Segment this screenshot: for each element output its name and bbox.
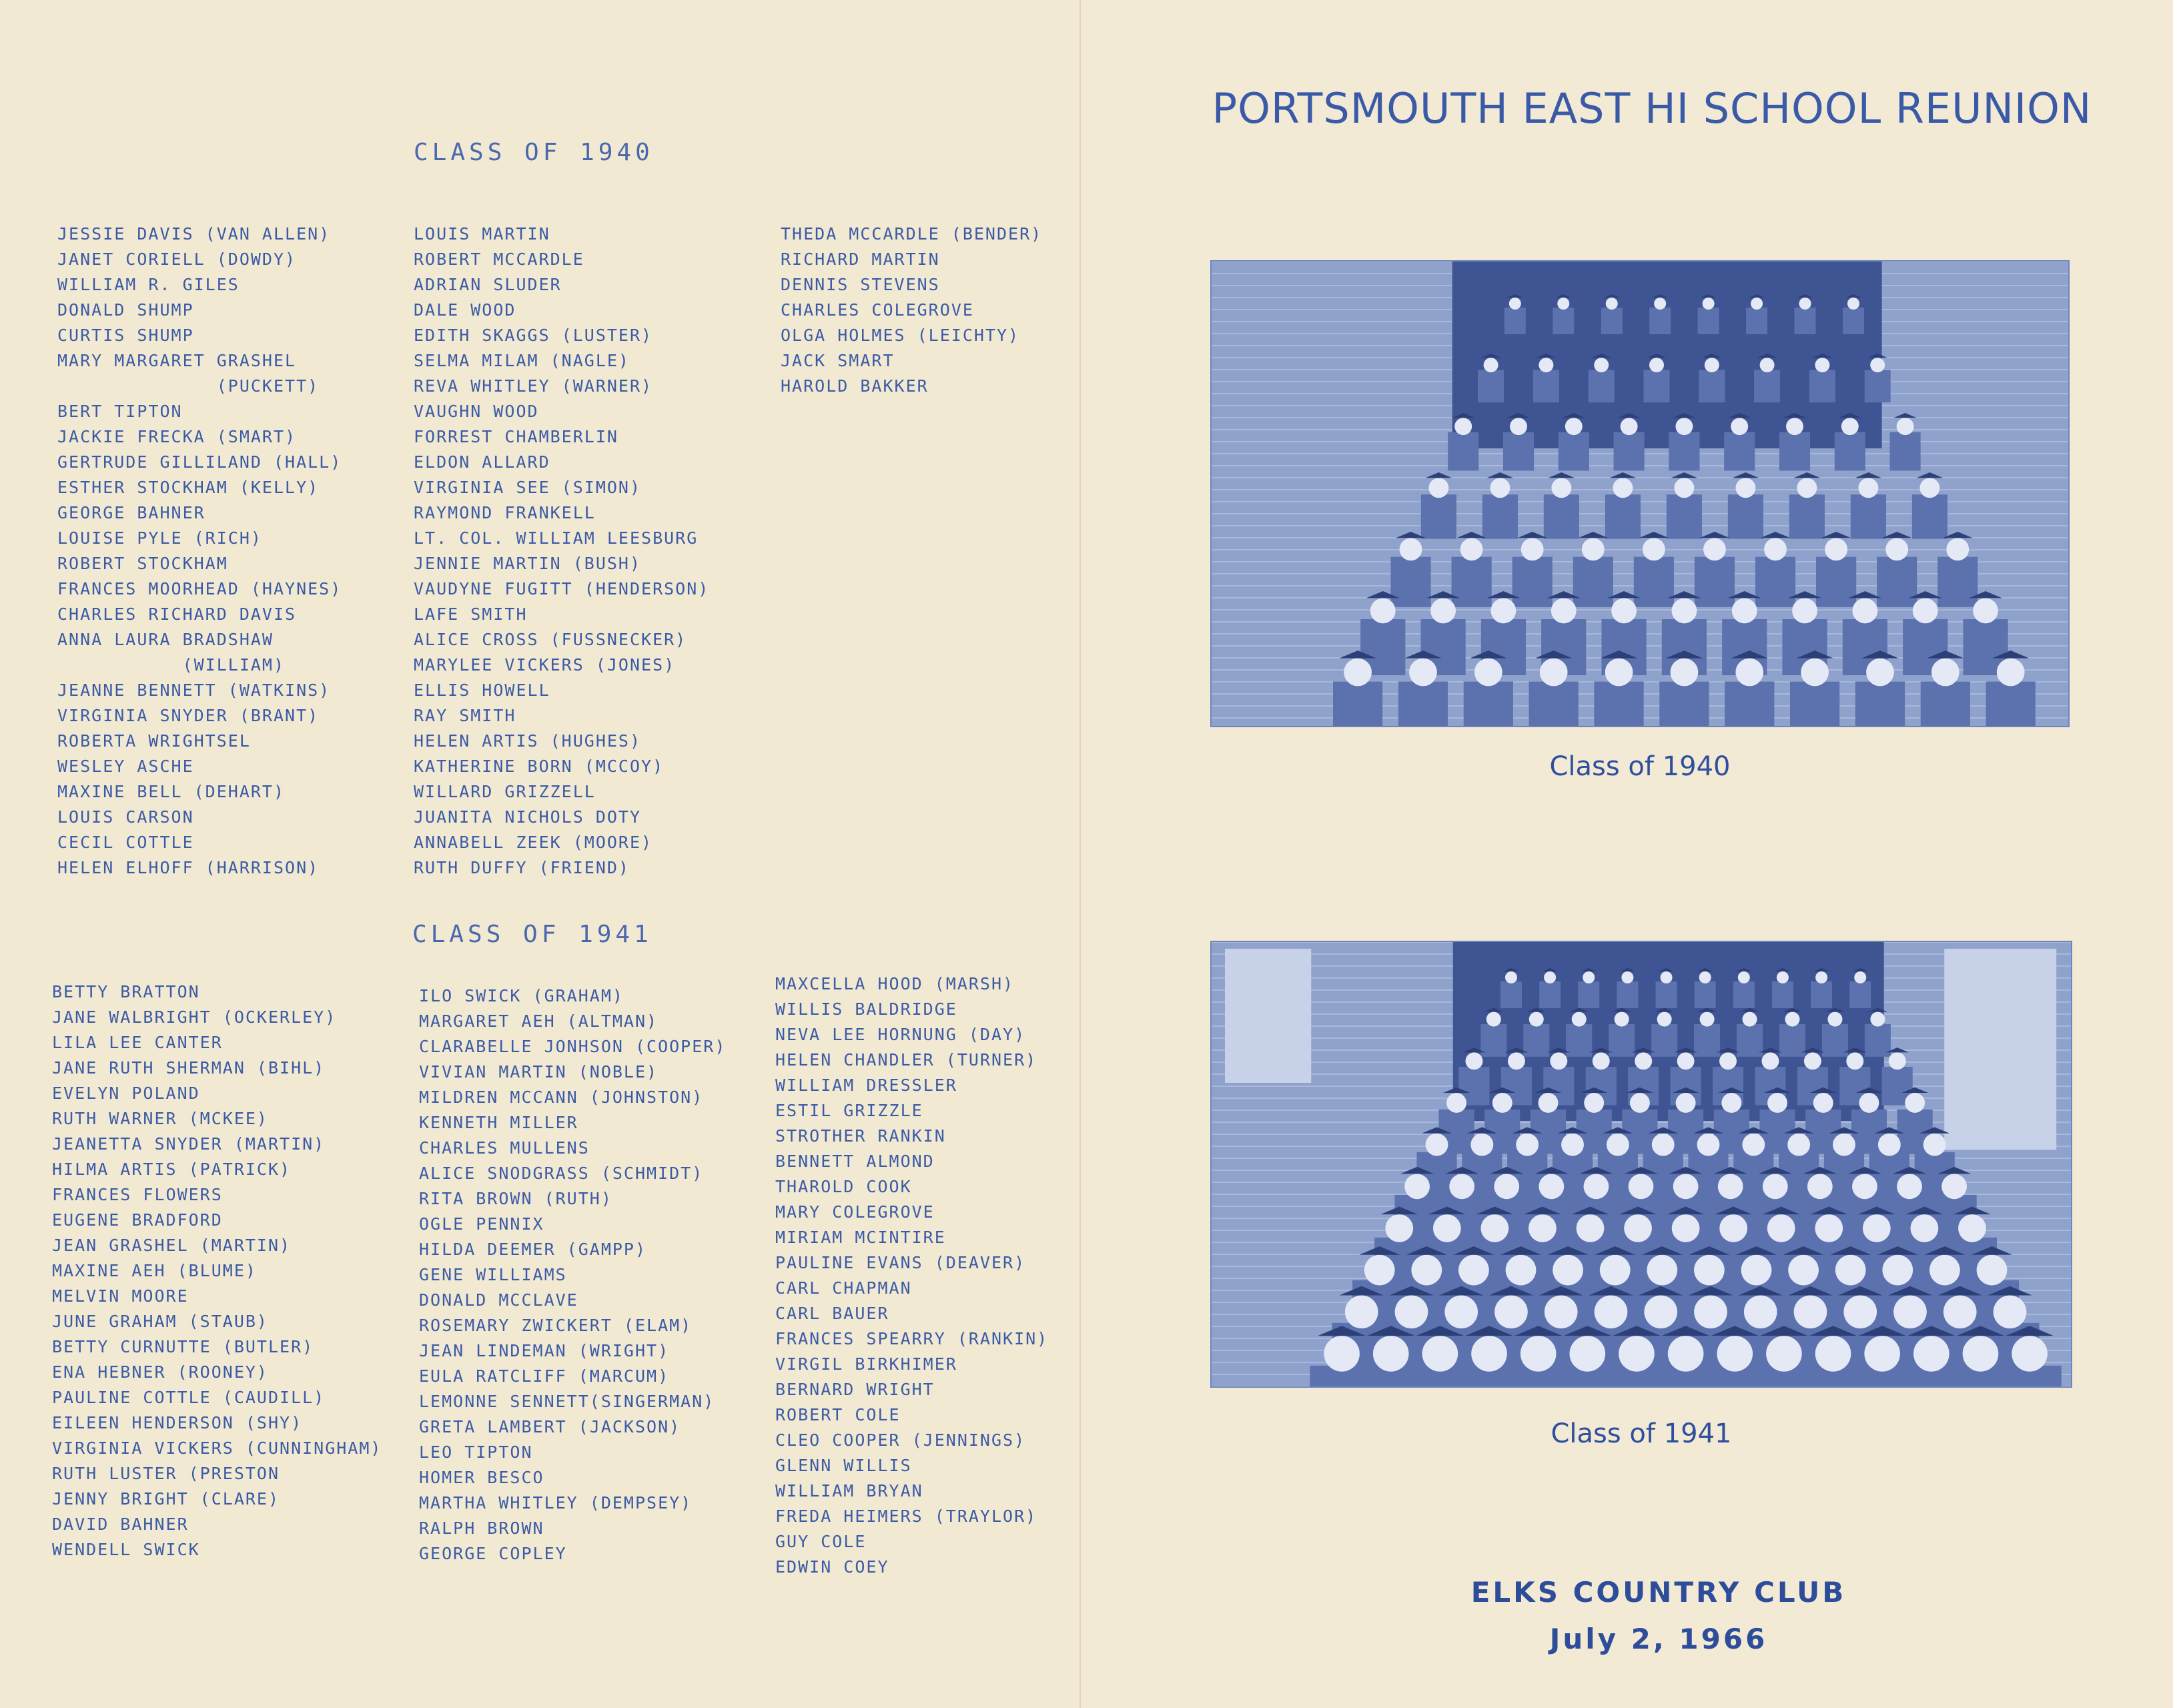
name-entry: RAYMOND FRANKELL — [414, 503, 596, 522]
name-entry: WILLIAM BRYAN — [775, 1481, 923, 1501]
name-entry: GLENN WILLIS — [775, 1456, 912, 1475]
name-entry: CHARLES RICHARD DAVIS — [57, 604, 297, 624]
name-entry: BENNETT ALMOND — [775, 1152, 935, 1171]
name-entry: MELVIN MOORE — [52, 1286, 189, 1306]
name-entry: ROBERTA WRIGHTSEL — [57, 731, 251, 751]
name-entry: FREDA HEIMERS (TRAYLOR) — [775, 1507, 1037, 1526]
name-entry: OGLE PENNIX — [419, 1214, 544, 1234]
name-entry: LAFE SMITH — [414, 604, 528, 624]
name-entry: ROBERT MCCARDLE — [414, 250, 584, 269]
name-entry: ROBERT COLE — [775, 1405, 901, 1424]
name-entry: DENNIS STEVENS — [781, 275, 940, 294]
class-1940-photo — [1210, 260, 2070, 727]
name-entry: HOMER BESCO — [419, 1468, 544, 1487]
name-entry: KENNETH MILLER — [419, 1113, 578, 1132]
class-1941-caption: Class of 1941 — [1551, 1418, 1732, 1449]
name-entry: JANET CORIELL (DOWDY) — [57, 250, 297, 269]
name-entry: JEANNE BENNETT (WATKINS) — [57, 681, 331, 700]
name-entry: EUGENE BRADFORD — [52, 1210, 223, 1230]
name-entry: HELEN ELHOFF (HARRISON) — [57, 858, 320, 877]
name-entry: CLEO COOPER (JENNINGS) — [775, 1430, 1026, 1450]
class-1940-column-1 — [57, 222, 342, 881]
name-entry: HILDA DEEMER (GAMPP) — [419, 1240, 647, 1259]
name-entry: RAY SMITH — [414, 706, 516, 725]
name-entry: GEORGE COPLEY — [419, 1544, 567, 1563]
class-1941-column-2 — [419, 983, 726, 1567]
class-1941-heading: CLASS OF 1941 — [412, 921, 653, 948]
name-entry: VIRGIL BIRKHIMER — [775, 1354, 957, 1374]
name-entry: JUNE GRAHAM (STAUB) — [52, 1312, 268, 1331]
name-entry: NEVA LEE HORNUNG (DAY) — [775, 1025, 1026, 1044]
name-entry: HILMA ARTIS (PATRICK) — [52, 1160, 292, 1179]
name-entry: (PUCKETT) — [57, 376, 320, 396]
class-1941-photo-image — [1212, 942, 2072, 1388]
name-entry: GRETA LAMBERT (JACKSON) — [419, 1417, 681, 1436]
name-entry: SELMA MILAM (NAGLE) — [414, 351, 630, 370]
name-entry: ADRIAN SLUDER — [414, 275, 562, 294]
name-entry: RALPH BROWN — [419, 1519, 544, 1538]
name-entry: JUANITA NICHOLS DOTY — [414, 807, 642, 827]
name-entry: VIRGINIA VICKERS (CUNNINGHAM) — [52, 1438, 382, 1458]
name-entry: LEO TIPTON — [419, 1442, 533, 1462]
name-entry: JANE WALBRIGHT (OCKERLEY) — [52, 1007, 337, 1027]
name-entry: LOUISE PYLE (RICH) — [57, 528, 262, 548]
name-entry: RUTH LUSTER (PRESTON — [52, 1464, 280, 1483]
name-entry: GEORGE BAHNER — [57, 503, 205, 522]
name-entry: WENDELL SWICK — [52, 1540, 200, 1559]
name-entry: PAULINE COTTLE (CAUDILL) — [52, 1388, 326, 1407]
name-entry: PAULINE EVANS (DEAVER) — [775, 1253, 1026, 1272]
name-entry: CARL CHAPMAN — [775, 1278, 912, 1298]
name-entry: MARY COLEGROVE — [775, 1202, 935, 1222]
name-entry: MIRIAM MCINTIRE — [775, 1228, 946, 1247]
name-entry: JACK SMART — [781, 351, 895, 370]
class-1940-column-2 — [414, 222, 709, 881]
name-entry: LOUIS CARSON — [57, 807, 194, 827]
name-entry: ENA HEBNER (ROONEY) — [52, 1362, 268, 1382]
name-entry: EVELYN POLAND — [52, 1084, 200, 1103]
name-entry: VIVIAN MARTIN (NOBLE) — [419, 1062, 659, 1082]
name-entry: JEAN LINDEMAN (WRIGHT) — [419, 1341, 670, 1360]
name-entry: WILLIAM DRESSLER — [775, 1076, 957, 1095]
name-entry: DAVID BAHNER — [52, 1515, 189, 1534]
name-entry: CHARLES COLEGROVE — [781, 300, 974, 320]
name-entry: EULA RATCLIFF (MARCUM) — [419, 1366, 670, 1386]
name-entry: GUY COLE — [775, 1532, 867, 1551]
name-entry: WESLEY ASCHE — [57, 757, 194, 776]
class-1940-heading: CLASS OF 1940 — [414, 139, 654, 166]
name-entry: EDITH SKAGGS (LUSTER) — [414, 326, 653, 345]
name-entry: OLGA HOLMES (LEICHTY) — [781, 326, 1020, 345]
name-entry: DONALD MCCLAVE — [419, 1290, 578, 1310]
name-entry: RUTH DUFFY (FRIEND) — [414, 858, 630, 877]
name-entry: MAXINE BELL (DEHART) — [57, 782, 286, 801]
name-entry: HELEN ARTIS (HUGHES) — [414, 731, 642, 751]
name-entry: JENNIE MARTIN (BUSH) — [414, 554, 642, 573]
name-entry: JACKIE FRECKA (SMART) — [57, 427, 297, 446]
name-entry: MARYLEE VICKERS (JONES) — [414, 655, 676, 675]
name-entry: ELLIS HOWELL — [414, 681, 550, 700]
name-entry: BERT TIPTON — [57, 402, 183, 421]
name-entry: CHARLES MULLENS — [419, 1138, 590, 1158]
name-entry: BETTY BRATTON — [52, 982, 200, 1001]
name-entry: RUTH WARNER (MCKEE) — [52, 1109, 268, 1128]
name-entry: JENNY BRIGHT (CLARE) — [52, 1489, 280, 1509]
name-entry: LT. COL. WILLIAM LEESBURG — [414, 528, 699, 548]
name-entry: STROTHER RANKIN — [775, 1126, 946, 1146]
name-entry: ILO SWICK (GRAHAM) — [419, 986, 624, 1005]
name-entry: WILLIAM R. GILES — [57, 275, 240, 294]
right-page — [1081, 0, 2173, 1708]
name-entry: BETTY CURNUTTE (BUTLER) — [52, 1337, 314, 1356]
name-entry: MARGARET AEH (ALTMAN) — [419, 1011, 659, 1031]
name-entry: ROSEMARY ZWICKERT (ELAM) — [419, 1316, 693, 1335]
name-entry: FRANCES MOORHEAD (HAYNES) — [57, 579, 342, 598]
name-entry: JANE RUTH SHERMAN (BIHL) — [52, 1058, 326, 1078]
name-entry: FORREST CHAMBERLIN — [414, 427, 618, 446]
class-1941-column-1 — [52, 979, 382, 1563]
name-entry: JEAN GRASHEL (MARTIN) — [52, 1236, 292, 1255]
reunion-date: July 2, 1966 — [1549, 1623, 1768, 1655]
name-entry: THEDA MCCARDLE (BENDER) — [781, 224, 1043, 244]
name-entry: VAUGHN WOOD — [414, 402, 539, 421]
name-entry: THAROLD COOK — [775, 1177, 912, 1196]
name-entry: ANNA LAURA BRADSHAW — [57, 630, 274, 649]
name-entry: EDWIN COEY — [775, 1557, 889, 1577]
venue-name: ELKS COUNTRY CLUB — [1470, 1576, 1847, 1609]
name-entry: EILEEN HENDERSON (SHY) — [52, 1413, 303, 1432]
name-entry: LOUIS MARTIN — [414, 224, 550, 244]
name-entry: CARL BAUER — [775, 1304, 889, 1323]
name-entry: MAXCELLA HOOD (MARSH) — [775, 974, 1015, 993]
name-entry: ROBERT STOCKHAM — [57, 554, 228, 573]
name-entry: MILDREN MCCANN (JOHNSTON) — [419, 1088, 704, 1107]
class-1941-photo — [1210, 941, 2072, 1388]
name-entry: VAUDYNE FUGITT (HENDERSON) — [414, 579, 710, 598]
name-entry: RICHARD MARTIN — [781, 250, 940, 269]
name-entry: FRANCES FLOWERS — [52, 1185, 223, 1204]
name-entry: ALICE SNODGRASS (SCHMIDT) — [419, 1164, 704, 1183]
name-entry: JESSIE DAVIS (VAN ALLEN) — [57, 224, 331, 244]
name-entry: GERTRUDE GILLILAND (HALL) — [57, 452, 342, 472]
name-entry: CLARABELLE JONHSON (COOPER) — [419, 1037, 727, 1056]
name-entry: HAROLD BAKKER — [781, 376, 929, 396]
name-entry: LEMONNE SENNETT(SINGERMAN) — [419, 1392, 715, 1411]
class-1940-caption: Class of 1940 — [1549, 751, 1731, 782]
name-entry: ESTHER STOCKHAM (KELLY) — [57, 478, 320, 497]
name-entry: BERNARD WRIGHT — [775, 1380, 935, 1399]
name-entry: VIRGINIA SNYDER (BRANT) — [57, 706, 320, 725]
name-entry: VIRGINIA SEE (SIMON) — [414, 478, 642, 497]
name-entry: ANNABELL ZEEK (MOORE) — [414, 833, 653, 852]
name-entry: FRANCES SPEARRY (RANKIN) — [775, 1329, 1049, 1348]
name-entry: CECIL COTTLE — [57, 833, 194, 852]
name-entry: KATHERINE BORN (MCCOY) — [414, 757, 665, 776]
name-entry: WILLARD GRIZZELL — [414, 782, 596, 801]
name-entry: GENE WILLIAMS — [419, 1265, 567, 1284]
name-entry: WILLIS BALDRIDGE — [775, 999, 957, 1019]
name-entry: (WILLIAM) — [57, 655, 286, 675]
name-entry: CURTIS SHUMP — [57, 326, 194, 345]
name-entry: HELEN CHANDLER (TURNER) — [775, 1050, 1037, 1070]
name-entry: ALICE CROSS (FUSSNECKER) — [414, 630, 687, 649]
reunion-title: PORTSMOUTH EAST HI SCHOOL REUNION — [1212, 84, 2092, 133]
name-entry: MARY MARGARET GRASHEL — [57, 351, 297, 370]
class-1940-photo-image — [1212, 262, 2070, 727]
name-entry: JEANETTA SNYDER (MARTIN) — [52, 1134, 326, 1154]
name-entry: ESTIL GRIZZLE — [775, 1101, 923, 1120]
name-entry: DALE WOOD — [414, 300, 516, 320]
name-entry: ELDON ALLARD — [414, 452, 550, 472]
name-entry: MAXINE AEH (BLUME) — [52, 1261, 257, 1280]
name-entry: LILA LEE CANTER — [52, 1033, 223, 1052]
name-entry: RITA BROWN (RUTH) — [419, 1189, 612, 1208]
left-page — [0, 0, 1081, 1708]
name-entry: MARTHA WHITLEY (DEMPSEY) — [419, 1493, 693, 1513]
class-1941-column-3 — [775, 971, 1048, 1580]
class-1940-column-3 — [781, 222, 1042, 399]
name-entry: DONALD SHUMP — [57, 300, 194, 320]
name-entry: REVA WHITLEY (WARNER) — [414, 376, 653, 396]
